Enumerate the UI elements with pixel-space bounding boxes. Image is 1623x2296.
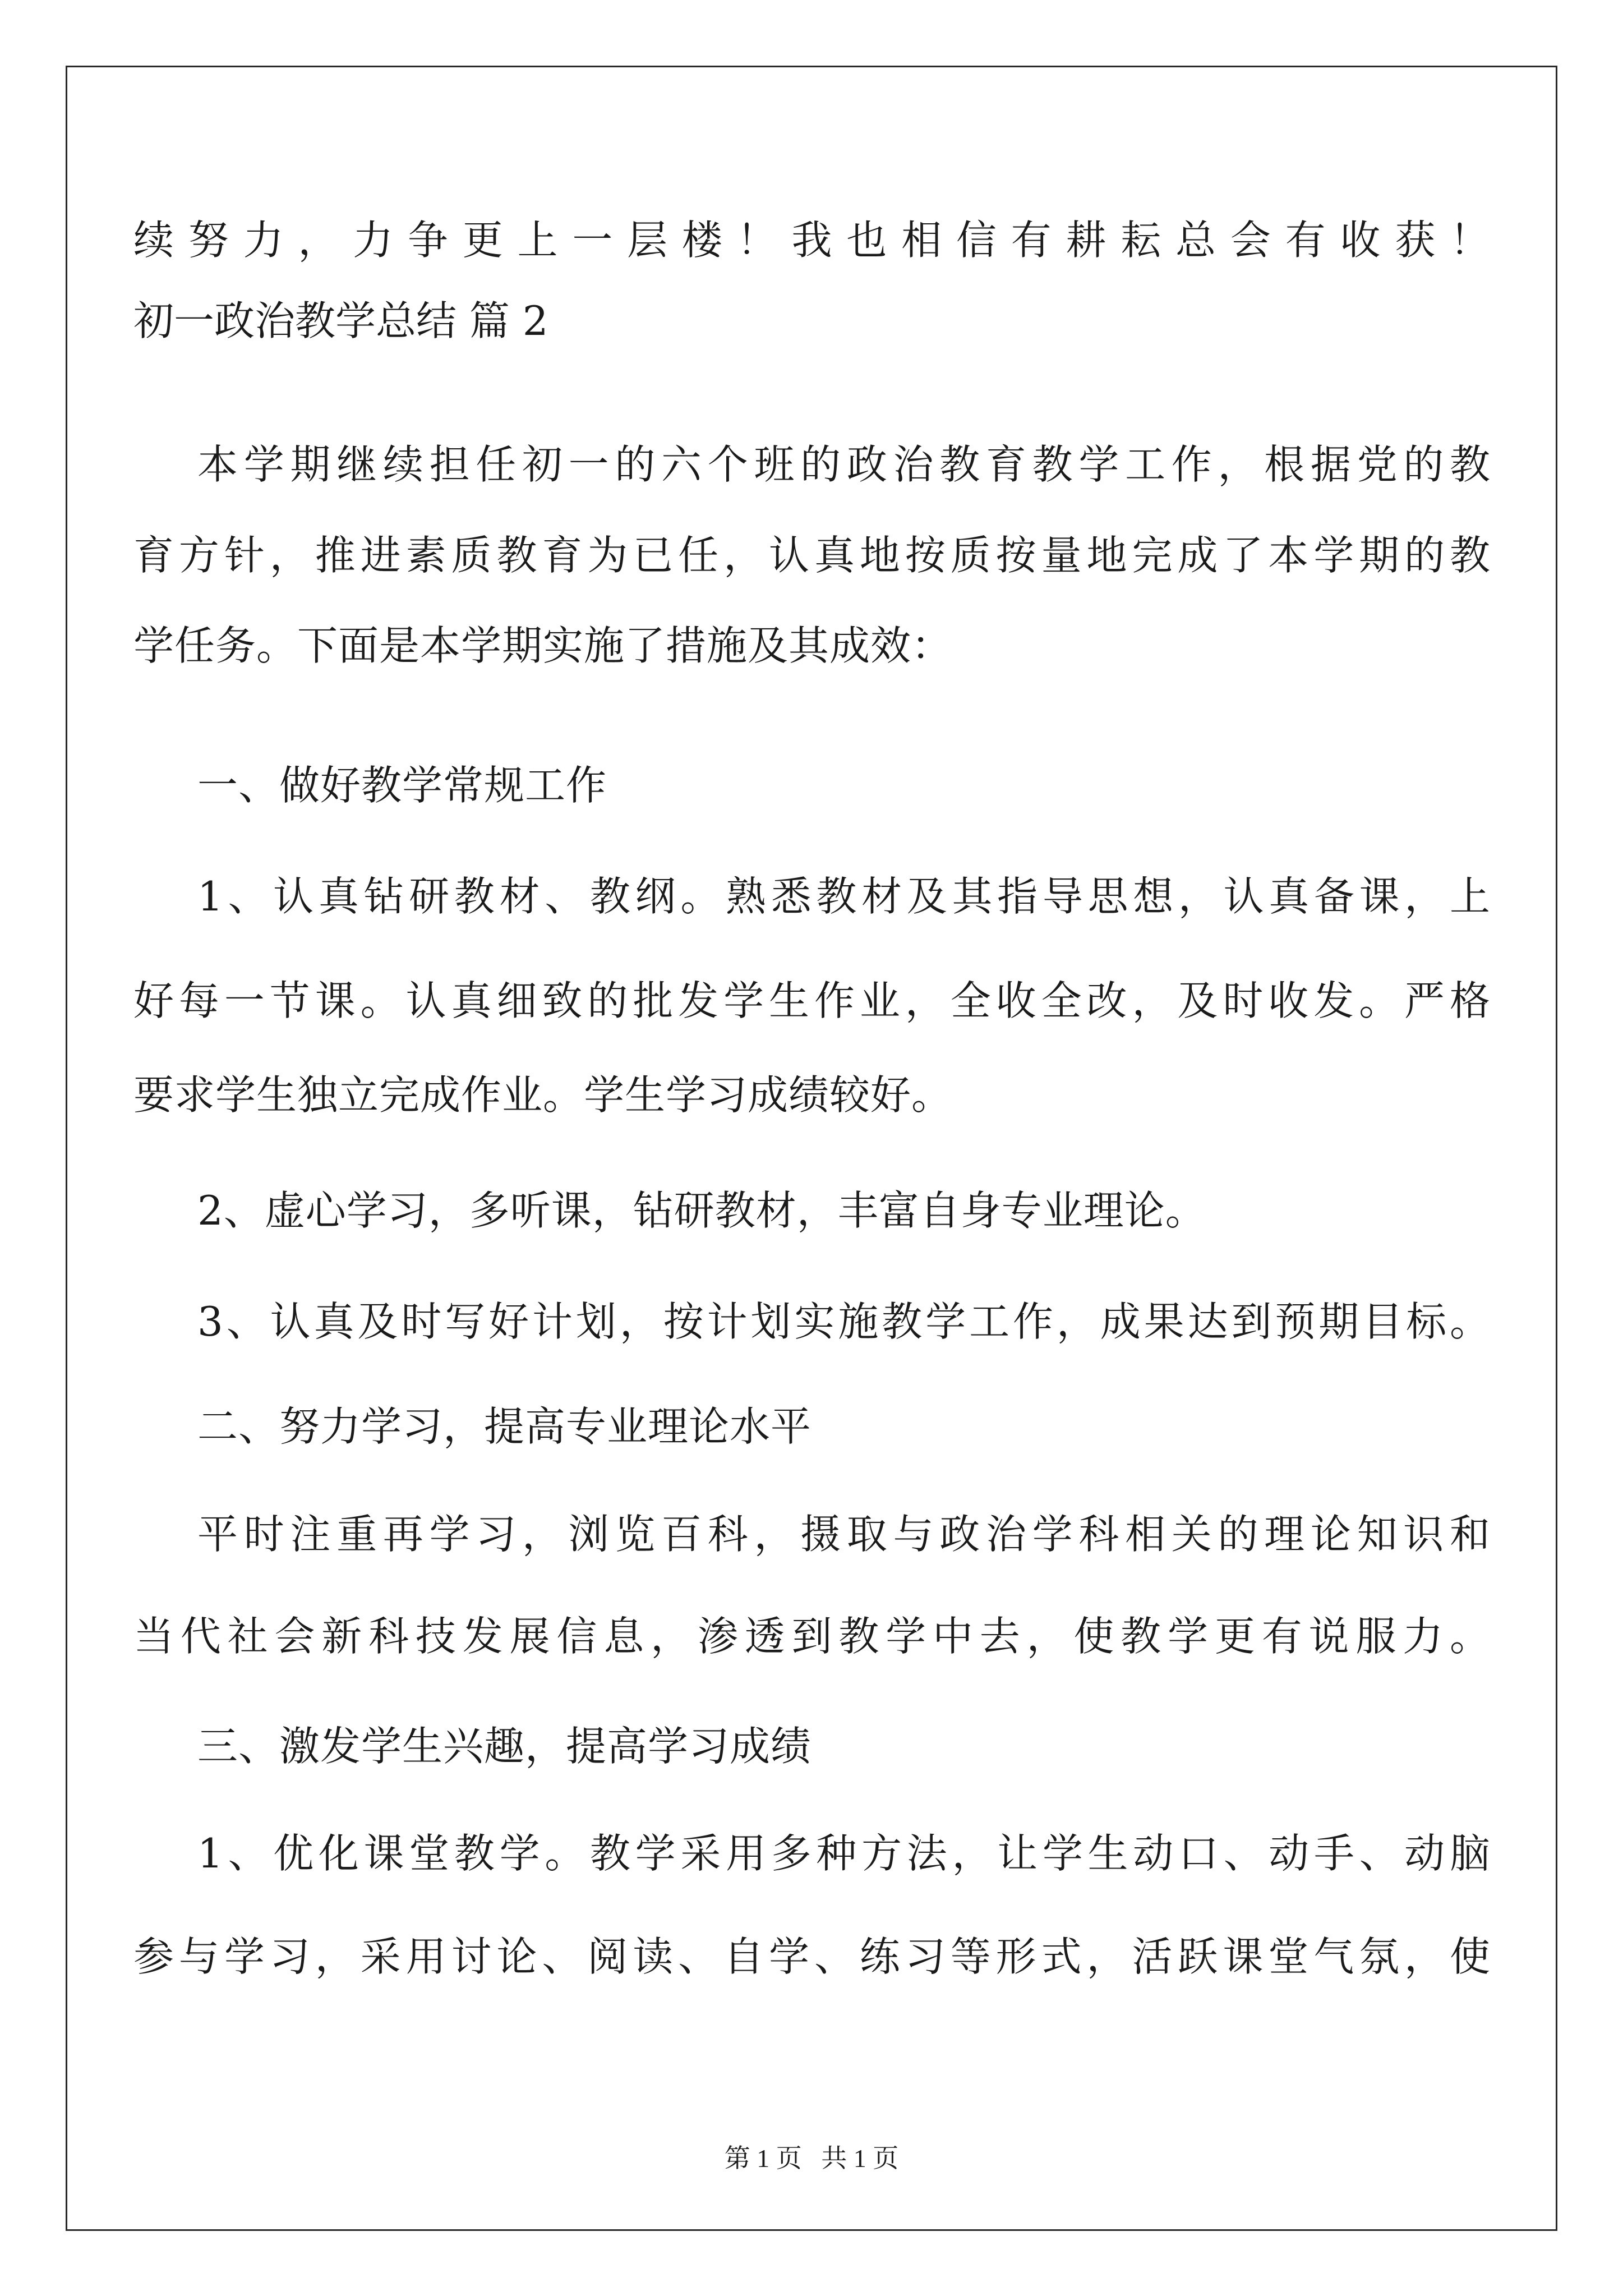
paragraph-line: 育方针，推进素质教育为已任，认真地按质按量地完成了本学期的教 [133,532,1491,579]
paragraph-line: 1、优化课堂教学。教学采用多种方法，让学生动口、动手、动脑 [197,1830,1491,1877]
paragraph-line: 学任务。下面是本学期实施了措施及其成效： [133,622,953,669]
paragraph-line: 本学期继续担任初一的六个班的政治教育教学工作，根据党的教 [197,441,1491,488]
paragraph-line: 平时注重再学习，浏览百科，摄取与政治学科相关的理论知识和 [197,1511,1491,1558]
paragraph-line: 3、认真及时写好计划，按计划实施教学工作，成果达到预期目标。 [197,1298,1491,1345]
page-footer [0,2143,1623,2174]
subheading-line: 二、努力学习，提高专业理论水平 [197,1403,812,1450]
page-total: 共 1 页 [821,2144,899,2173]
page-number: 第 1 页 [724,2144,802,2173]
text-line-continuation: 续努力，力争更上一层楼！我也相信有耕耘总会有收获！ [133,217,1491,264]
subheading-line: 三、激发学生兴趣，提高学习成绩 [197,1723,812,1770]
subheading-line: 一、做好教学常规工作 [197,762,607,809]
paragraph-line: 2、虚心学习，多听课，钻研教材，丰富自身专业理论。 [197,1187,1206,1234]
page-border [66,66,1557,2231]
paragraph-line: 要求学生独立完成作业。学生学习成绩较好。 [133,1071,953,1119]
paragraph-line: 参与学习，采用讨论、阅读、自学、练习等形式，活跃课堂气氛，使 [133,1933,1491,1980]
section-heading: 初一政治教学总结 篇 2 [133,297,548,344]
paragraph-line: 当代社会新科技发展信息，渗透到教学中去，使教学更有说服力。 [133,1613,1491,1660]
paragraph-line: 1、认真钻研教材、教纲。熟悉教材及其指导思想，认真备课，上 [197,873,1491,920]
paragraph-line: 好每一节课。认真细致的批发学生作业，全收全改，及时收发。严格 [133,977,1491,1024]
